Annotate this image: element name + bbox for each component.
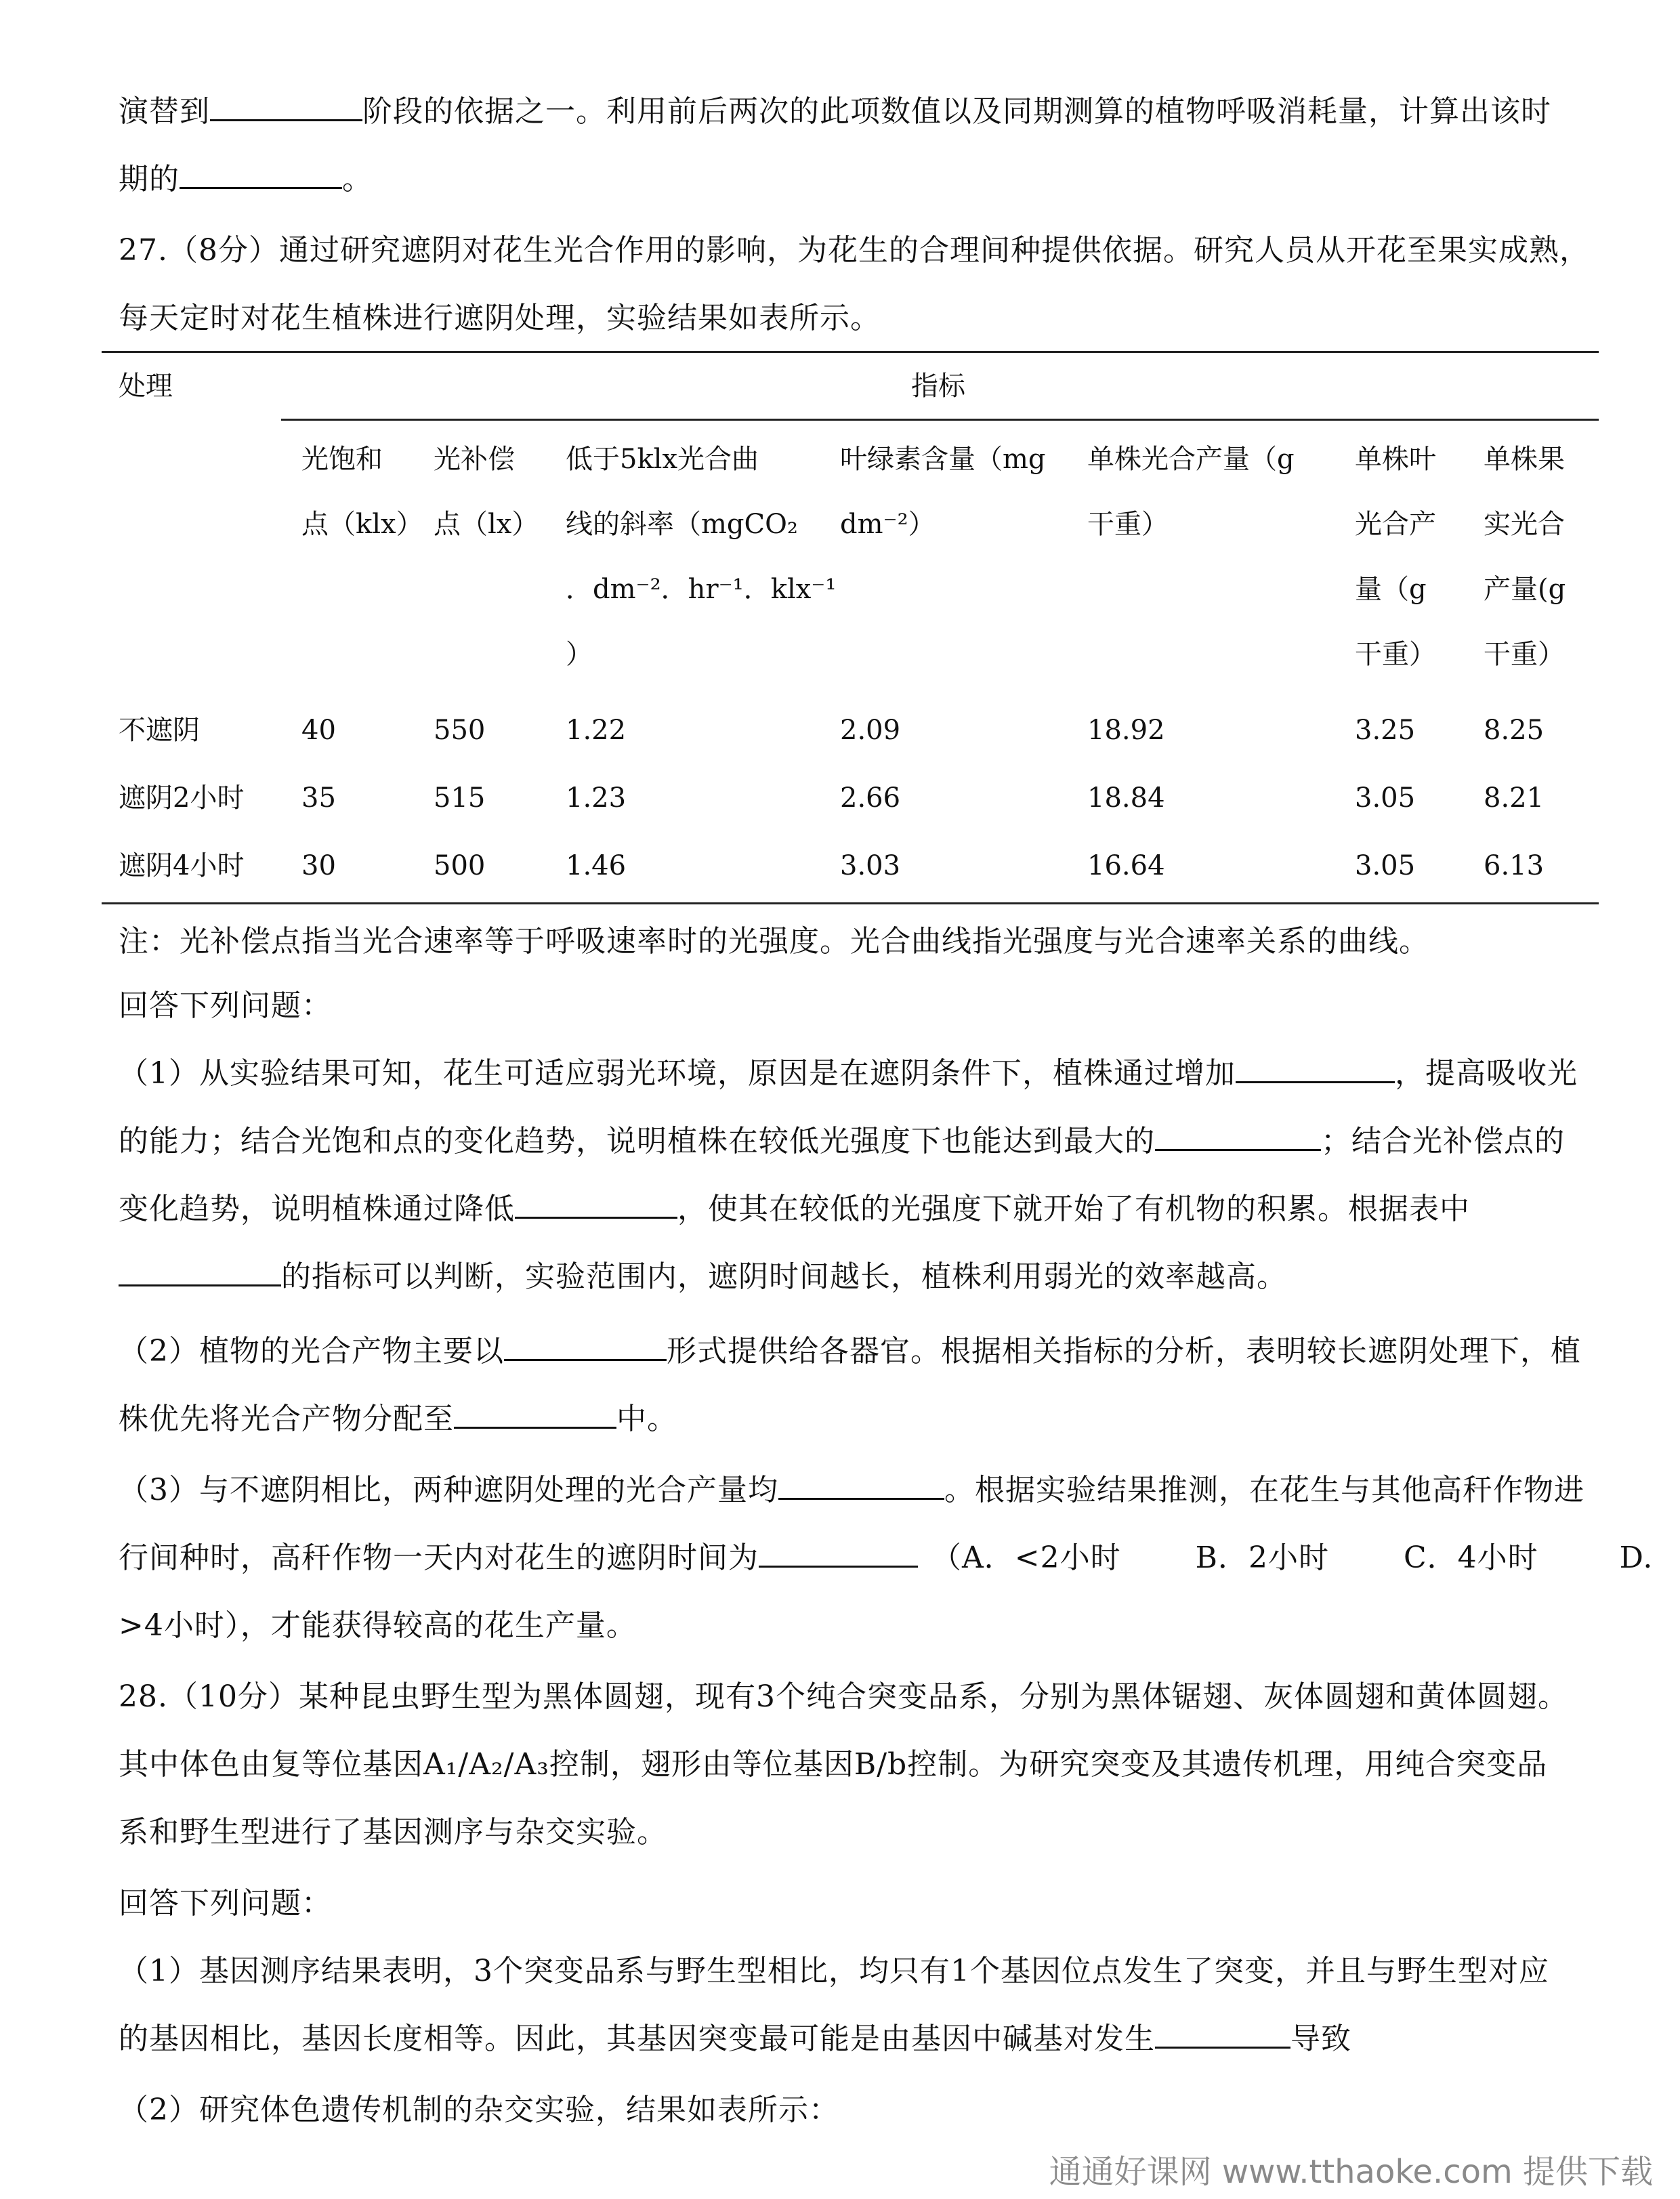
answer-blank[interactable] — [504, 1332, 667, 1361]
text-fragment: 演替到 — [119, 94, 210, 129]
table-column-header-text: 单株果 — [1484, 444, 1565, 475]
table-note: 注：光补偿点指当光合速率等于呼吸速率时的光强度。光合曲线指光强度与光合速率关系的曲线。 — [119, 924, 1429, 959]
table-column-header-text: 实光合 — [1484, 509, 1565, 540]
answer-blank[interactable] — [1155, 2019, 1290, 2049]
question-28-intro: 28.（10分）某种昆虫野生型为黑体圆翅，现有3个纯合突变品系，分别为黑体锯翅、灰体圆翅和黄体圆翅。 — [119, 1679, 1568, 1714]
table-column-header-text: 点（lx） — [434, 509, 539, 540]
q27-part3-line: >4小时），才能获得较高的花生产量。 — [119, 1608, 637, 1643]
table-cell: 3.05 — [1355, 782, 1416, 814]
question-27-intro: 27.（8分）通过研究遮阴对花生光合作用的影响，为花生的合理间种提供依据。研究人员从开花至果实成熟， — [119, 233, 1590, 268]
table-column-header-text: ．dm⁻²．hr⁻¹．klx⁻¹ — [566, 574, 837, 605]
question-27-intro: 每天定时对花生植株进行遮阴处理，实验结果如表所示。 — [119, 301, 881, 335]
answer-blank[interactable] — [1236, 1054, 1395, 1083]
text-fragment: ；结合光补偿点的 — [1321, 1124, 1565, 1158]
answer-blank[interactable] — [119, 1257, 281, 1286]
table-cell: 18.84 — [1087, 782, 1165, 814]
text-line — [119, 91, 1599, 132]
q28-part2-line: （2）研究体色遗传机制的杂交实验，结果如表所示： — [119, 2093, 839, 2127]
answer-blank[interactable] — [210, 92, 362, 121]
table-column-header-text: 光补偿 — [434, 444, 515, 475]
table-column-header-text: 低于5klx光合曲 — [566, 444, 759, 475]
table-cell: 8.21 — [1484, 782, 1545, 814]
table-bottom-rule — [102, 902, 1599, 904]
text-fragment: （2）植物的光合产物主要以 — [119, 1334, 504, 1368]
text-fragment: 株优先将光合产物分配至 — [119, 1402, 454, 1436]
answer-blank[interactable] — [180, 160, 342, 189]
table-cell: 18.92 — [1087, 715, 1165, 746]
table-row-label: 遮阴2小时 — [119, 782, 245, 814]
table-column-header-text: 产量(g — [1484, 574, 1566, 605]
table-column-header-text: 点（klx） — [301, 509, 423, 540]
table-column-header-text: 光合产 — [1355, 509, 1436, 540]
table-cell: 515 — [434, 782, 486, 814]
choice-b: B．2小时 — [1195, 1541, 1329, 1575]
q27-part3-line — [119, 1538, 1654, 1578]
table-cell: 1.22 — [566, 715, 627, 746]
table-cell: 550 — [434, 715, 486, 746]
table-cell: 8.25 — [1484, 715, 1545, 746]
table-row-label: 不遮阴 — [119, 715, 200, 746]
table-column-header-text: dm⁻²） — [840, 509, 936, 540]
q27-part1-line — [119, 1189, 1599, 1230]
table-top-rule — [102, 351, 1599, 353]
table-column-header-text: 量（g — [1355, 574, 1427, 605]
table-column-header-text: 干重） — [1484, 639, 1565, 670]
table-column-header-text: 干重） — [1087, 509, 1169, 540]
text-fragment: 的基因相比，基因长度相等。因此，其基因突变最可能是由基因中碱基对发生 — [119, 2022, 1155, 2056]
text-fragment: 。 — [342, 162, 373, 196]
table-cell: 3.25 — [1355, 715, 1416, 746]
table-cell: 16.64 — [1087, 850, 1165, 881]
question-28-intro: 系和野生型进行了基因测序与杂交实验。 — [119, 1815, 667, 1849]
question-28-intro: 其中体色由复等位基因A₁/A₂/A₃控制，翅形由等位基因B/b控制。为研究突变及其遗传机理，用纯合突变品 — [119, 1747, 1548, 1782]
text-fragment: 导致 — [1290, 2022, 1351, 2056]
table-cell: 1.23 — [566, 782, 627, 814]
q27-part3-line — [119, 1470, 1599, 1511]
table-cell: 30 — [301, 850, 336, 881]
q27-part1-line — [119, 1053, 1599, 1094]
text-fragment: （1）从实验结果可知，花生可适应弱光环境，原因是在遮阴条件下，植株通过增加 — [119, 1056, 1236, 1091]
table-cell: 500 — [434, 850, 486, 881]
text-fragment: 变化趋势，说明植株通过降低 — [119, 1192, 515, 1226]
answer-prompt: 回答下列问题： — [119, 988, 332, 1023]
text-fragment: ，使其在较低的光强度下就开始了有机物的积累。根据表中 — [677, 1192, 1470, 1226]
table-header-treatment: 处理 — [119, 371, 173, 402]
text-fragment: 阶段的依据之一。利用前后两次的此项数值以及同期测算的植物呼吸消耗量，计算出该时 — [362, 94, 1551, 129]
text-fragment: 期的 — [119, 162, 180, 196]
answer-blank[interactable] — [515, 1190, 677, 1219]
choice-c: C．4小时 — [1403, 1541, 1538, 1575]
table-header-rule — [281, 419, 1599, 421]
q28-part1-line: （1）基因测序结果表明，3个突变品系与野生型相比，均只有1个基因位点发生了突变，并且与野生型对应 — [119, 1954, 1549, 1988]
table-column-header-text: 线的斜率（mgCO₂ — [566, 509, 798, 540]
watermark: 通通好课网 www.tthaoke.com 提供下载 — [1049, 2153, 1653, 2191]
table-cell: 3.05 — [1355, 850, 1416, 881]
q28-part1-line — [119, 2019, 1599, 2059]
q27-part2-line — [119, 1399, 1599, 1440]
text-fragment: 的能力；结合光饱和点的变化趋势，说明植株在较低光强度下也能达到最大的 — [119, 1124, 1155, 1158]
table-cell: 2.09 — [840, 715, 901, 746]
q27-part1-line — [119, 1121, 1599, 1162]
text-fragment: 的指标可以判断，实验范围内，遮阴时间越长，植株利用弱光的效率越高。 — [281, 1259, 1287, 1294]
answer-blank[interactable] — [778, 1471, 944, 1500]
text-fragment: ，提高吸收光 — [1395, 1056, 1578, 1091]
q27-part1-line — [119, 1257, 1599, 1297]
table-cell: 40 — [301, 715, 336, 746]
table-row-label: 遮阴4小时 — [119, 850, 245, 881]
table-cell: 3.03 — [840, 850, 901, 881]
choice-a: （A．<2小时 — [931, 1541, 1121, 1575]
table-column-header-text: 单株光合产量（g — [1087, 444, 1295, 475]
table-column-header-text: 干重） — [1355, 639, 1436, 670]
choice-d: D. — [1619, 1541, 1654, 1575]
answer-blank[interactable] — [1155, 1122, 1321, 1151]
table-cell: 1.46 — [566, 850, 627, 881]
answer-blank[interactable] — [759, 1538, 918, 1568]
text-fragment: 。根据实验结果推测，在花生与其他高秆作物进 — [944, 1473, 1584, 1507]
text-fragment: （3）与不遮阴相比，两种遮阴处理的光合产量均 — [119, 1473, 778, 1507]
table-header-index: 指标 — [911, 371, 965, 402]
table-cell: 2.66 — [840, 782, 901, 814]
q27-part2-line — [119, 1331, 1599, 1372]
table-column-header-text: 叶绿素含量（mg — [840, 444, 1046, 475]
text-fragment: 行间种时，高秆作物一天内对花生的遮阴时间为 — [119, 1541, 759, 1575]
text-fragment: 形式提供给各器官。根据相关指标的分析，表明较长遮阴处理下，植 — [667, 1334, 1581, 1368]
text-line — [119, 159, 1599, 200]
answer-blank[interactable] — [454, 1400, 616, 1429]
table-column-header-text: ） — [566, 639, 593, 670]
text-fragment: 中。 — [616, 1402, 677, 1436]
answer-prompt: 回答下列问题： — [119, 1886, 332, 1921]
table-cell: 6.13 — [1484, 850, 1545, 881]
table-cell: 35 — [301, 782, 336, 814]
table-column-header-text: 光饱和 — [301, 444, 383, 475]
table-column-header-text: 单株叶 — [1355, 444, 1436, 475]
